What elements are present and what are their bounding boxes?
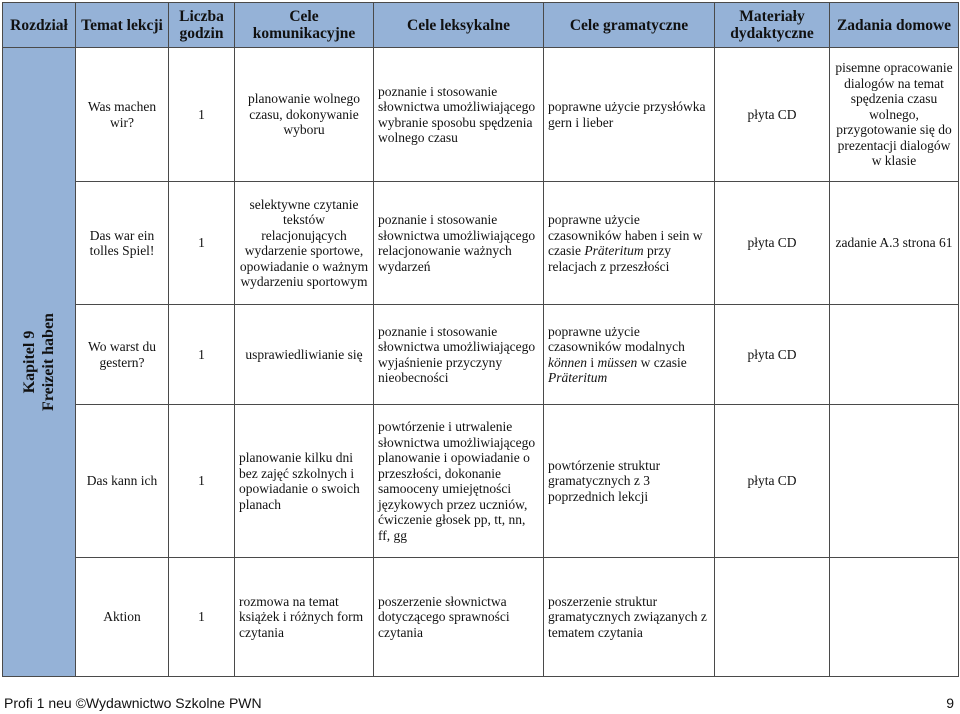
header-rozdzial: Rozdział [3, 3, 76, 48]
gram-italic: Präteritum [584, 243, 644, 258]
cell-cele-leksykalne: poszerzenie słownictwa dotyczącego sprawności czytania [374, 558, 544, 677]
chapter-title [20, 313, 58, 411]
cell-cele-komunikacyjne: selektywne czytanie tekstów relacjonujących wydarzenie sportowe, opowiadanie o ważnym wydarzeniu sportowym [235, 182, 374, 305]
cell-cele-leksykalne: poznanie i stosowanie słownictwa umożliwiającego relacjonowanie ważnych wydarzeń [374, 182, 544, 305]
cell-godziny: 1 [169, 558, 235, 677]
cell-temat: Wo warst du gestern? [76, 305, 169, 405]
cell-zadania: zadanie A.3 strona 61 [830, 182, 959, 305]
cell-cele-gramatyczne [544, 182, 715, 305]
cell-materialy: płyta CD [715, 182, 830, 305]
chapter-cell [3, 48, 76, 677]
gram-text: i [586, 354, 598, 370]
table-row [3, 305, 959, 405]
header-cele-gramatyczne: Cele gramatyczne [544, 3, 715, 48]
table-row [3, 48, 959, 182]
table-row [3, 182, 959, 305]
cell-temat: Das kann ich [76, 405, 169, 558]
cell-temat: Aktion [76, 558, 169, 677]
cell-materialy: płyta CD [715, 48, 830, 182]
cell-materialy: płyta CD [715, 305, 830, 405]
gram-text: przy relacjach z przeszłości [548, 243, 671, 274]
chapter-name: Freizeit haben [40, 313, 57, 411]
cell-godziny: 1 [169, 405, 235, 558]
table-row [3, 405, 959, 558]
header-cele-leksykalne: Cele leksykalne [374, 3, 544, 48]
header-liczba-godzin: Liczba godzin [169, 3, 235, 48]
cell-cele-leksykalne: powtórzenie i utrwalenie słownictwa umożliwiającego planowanie i opowiadanie o przeszłości, dokonanie samooceny umiejętności językowych przez uczniów, ćwiczenie głosek pp, tt, nn, ff, gg [374, 405, 544, 558]
cell-godziny: 1 [169, 305, 235, 405]
lesson-plan-table [2, 2, 959, 677]
cell-cele-leksykalne: poznanie i stosowanie słownictwa umożliwiającego wybranie sposobu spędzenia wolnego czasu [374, 48, 544, 182]
header-materialy: Materiały dydaktyczne [715, 3, 830, 48]
cell-zadania [830, 405, 959, 558]
header-cele-komunikacyjne: Cele komunikacyjne [235, 3, 374, 48]
page-number: 9 [946, 695, 954, 711]
cell-temat: Das war ein tolles Spiel! [76, 182, 169, 305]
cell-temat: Was machen wir? [76, 48, 169, 182]
cell-cele-leksykalne: poznanie i stosowanie słownictwa umożliwiającego wyjaśnienie przyczyny nieobecności [374, 305, 544, 405]
header-zadania: Zadania domowe [830, 3, 959, 48]
gram-italic: müssen [597, 354, 638, 370]
header-row [3, 3, 959, 48]
cell-cele-gramatyczne: powtórzenie struktur gramatycznych z 3 poprzednich lekcji [544, 405, 715, 558]
cell-cele-komunikacyjne: planowanie wolnego czasu, dokonywanie wyboru [235, 48, 374, 182]
gram-text: w czasie [637, 354, 687, 370]
gram-text: poprawne użycie czasowników modalnych [548, 323, 685, 354]
gram-italic: können [548, 354, 587, 370]
cell-zadania [830, 305, 959, 405]
cell-cele-gramatyczne: poprawne użycie przysłówka gern i lieber [544, 48, 715, 182]
cell-cele-komunikacyjne: usprawiedliwianie się [235, 305, 374, 405]
header-temat: Temat lekcji [76, 3, 169, 48]
cell-cele-gramatyczne [544, 305, 715, 405]
footer-copyright: Profi 1 neu ©Wydawnictwo Szkolne PWN [4, 695, 262, 711]
chapter-number: Kapitel 9 [21, 330, 38, 394]
cell-materialy: płyta CD [715, 405, 830, 558]
cell-zadania [830, 558, 959, 677]
gram-italic: Präteritum [548, 370, 608, 385]
cell-cele-komunikacyjne: planowanie kilku dni bez zajęć szkolnych i opowiadanie o swoich planach [235, 405, 374, 558]
cell-materialy [715, 558, 830, 677]
table-row [3, 558, 959, 677]
gram-text: poprawne użycie czasowników haben i sein w czasie [548, 212, 703, 258]
cell-zadania: pisemne opracowanie dialogów na temat spędzenia czasu wolnego, przygotowanie się do prezentacji dialogów w klasie [830, 48, 959, 182]
cell-godziny: 1 [169, 182, 235, 305]
cell-cele-komunikacyjne: rozmowa na temat książek i różnych form czytania [235, 558, 374, 677]
cell-cele-gramatyczne: poszerzenie struktur gramatycznych związanych z tematem czytania [544, 558, 715, 677]
cell-godziny: 1 [169, 48, 235, 182]
